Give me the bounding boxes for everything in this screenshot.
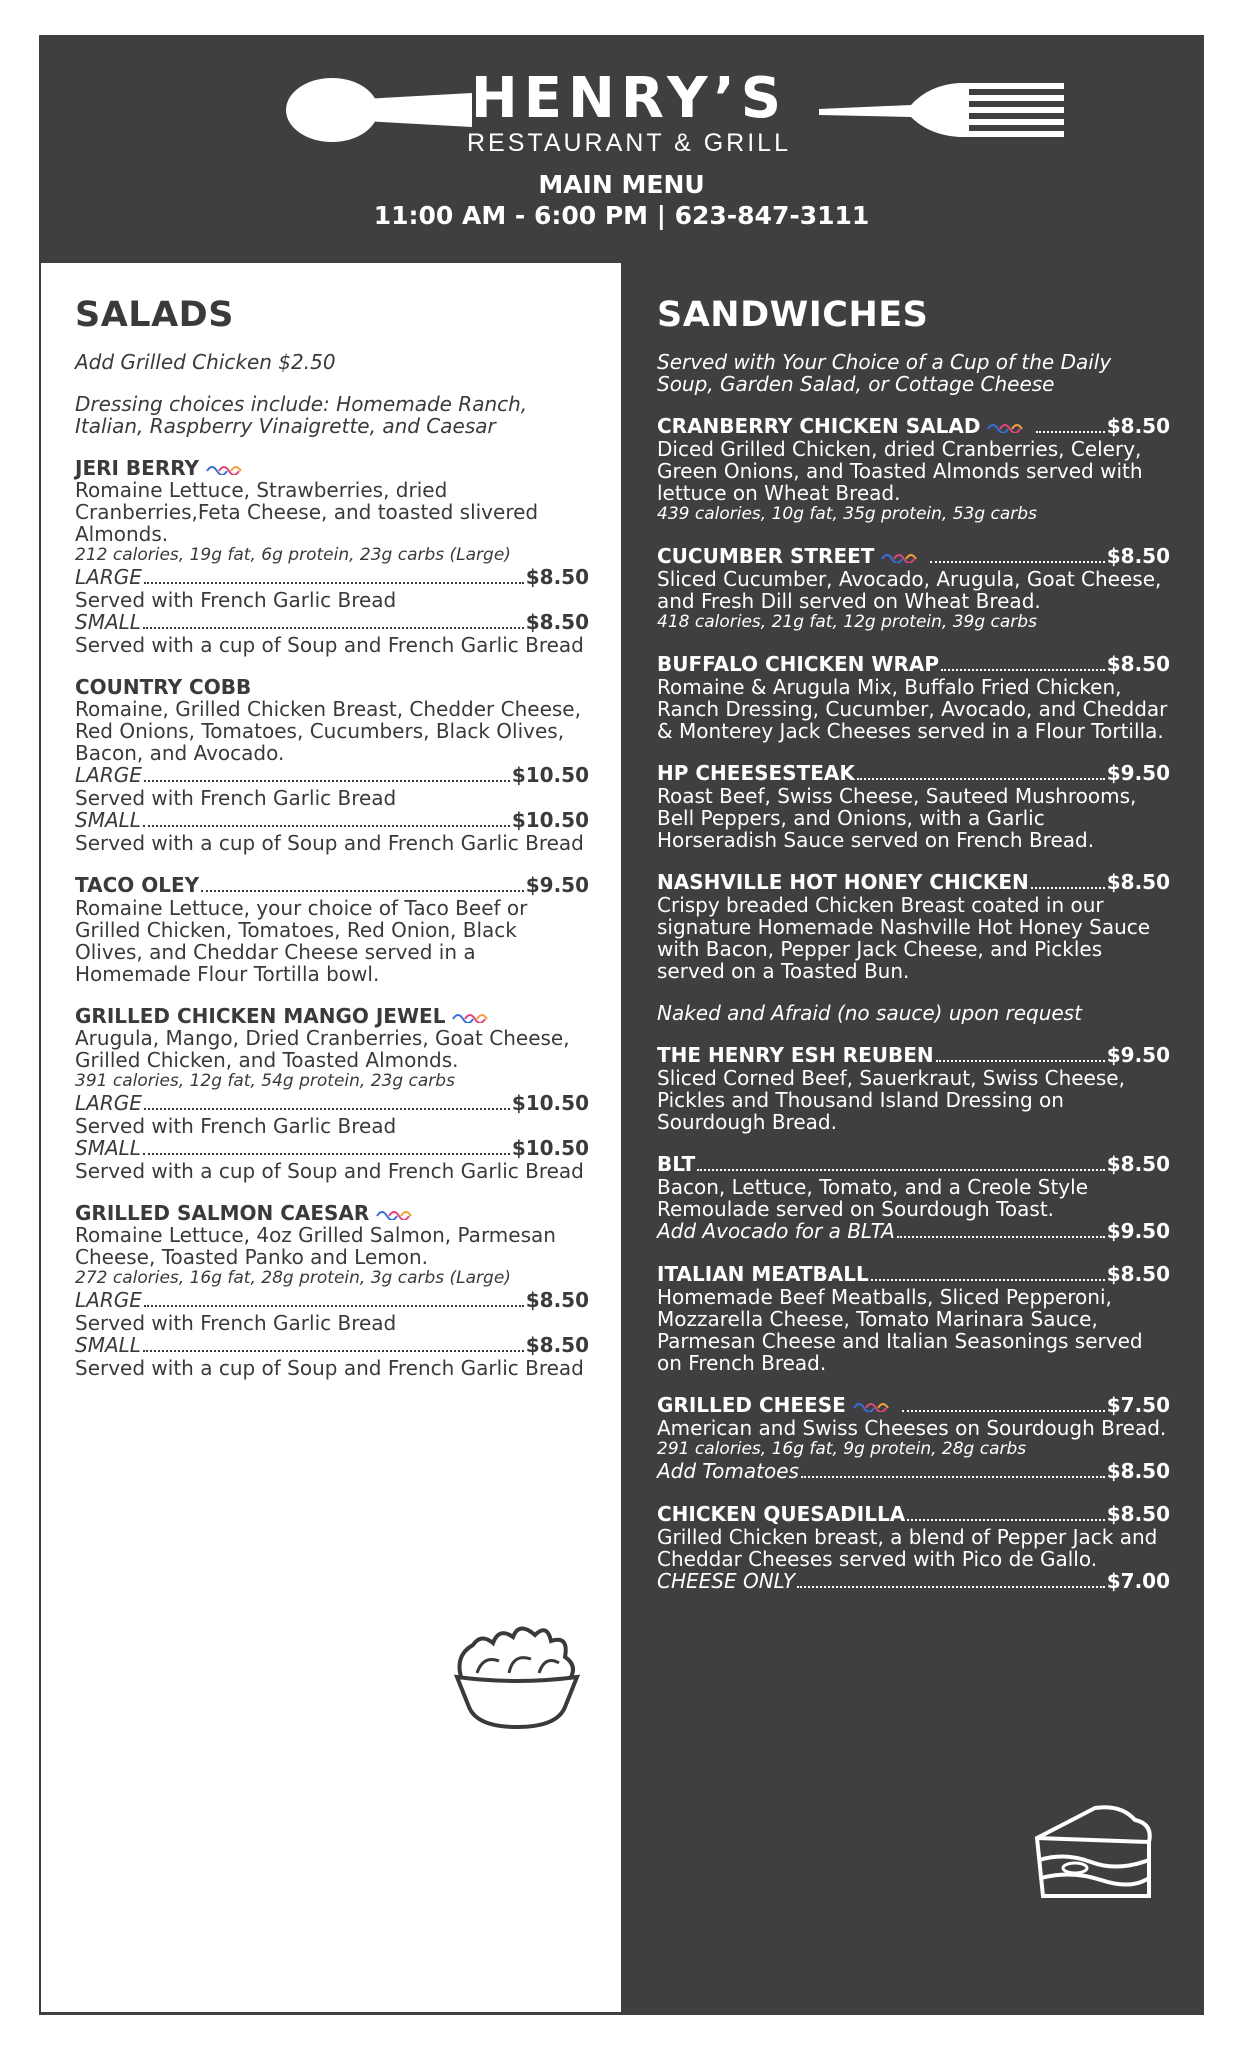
leader-dots — [930, 561, 1104, 563]
size-label: LARGE — [75, 1091, 142, 1115]
item-description: Diced Grilled Chicken, dried Cranberries, Celery, Green Onions, and Toasted Almonds served with lettuce on Wheat Bread. — [657, 437, 1143, 505]
item-description: Homemade Beef Meatballs, Sliced Pepperoni, Mozzarella Cheese, Tomato Marinara Sauce, Parmesan Cheese and Italian Seasonings served on French Bread. — [657, 1285, 1143, 1375]
leader-dots — [907, 1519, 1105, 1521]
item-name-row — [657, 1044, 1170, 1067]
sandwiches-side-note: Served with Your Choice of a Cup of the Daily Soup, Garden Salad, or Cottage Cheese — [657, 350, 1112, 396]
size-row — [75, 1092, 589, 1115]
size-row — [75, 1137, 589, 1160]
item-description: American and Swiss Cheeses on Sourdough Bread. — [657, 1416, 1167, 1440]
leader-dots — [143, 1350, 524, 1352]
menu-frame — [39, 35, 1204, 2015]
item-price: $10.50 — [511, 763, 589, 787]
no-sauce-note: Naked and Afraid (no sauce) upon request — [657, 1001, 1082, 1025]
size-row — [75, 809, 589, 832]
item-description: Arugula, Mango, Dried Cranberries, Goat Cheese, Grilled Chicken, and Toasted Almonds. — [75, 1026, 570, 1072]
item-name-row — [75, 1202, 589, 1224]
healthy-wave-icon — [852, 1398, 894, 1412]
leader-dots — [143, 627, 524, 629]
size-row — [75, 1289, 589, 1312]
item-name: JERI BERRY — [75, 456, 200, 480]
item-name: GRILLED SALMON CAESAR — [75, 1201, 370, 1225]
item-name-row — [657, 871, 1170, 894]
addon-price: $8.50 — [1106, 1459, 1170, 1483]
addon-row — [657, 1220, 1170, 1243]
item-name-row — [657, 415, 1170, 438]
sandwich-icon — [1025, 1798, 1165, 1918]
sandwiches-column — [621, 263, 1204, 2012]
size-label: SMALL — [75, 1136, 141, 1160]
size-row — [75, 566, 589, 589]
item-name: BLT — [657, 1152, 696, 1176]
size-label: SMALL — [75, 610, 141, 634]
size-row — [75, 611, 589, 634]
item-name: BUFFALO CHICKEN WRAP — [657, 652, 939, 676]
item-calories: 212 calories, 19g fat, 6g protein, 23g carbs (Large) — [75, 545, 511, 565]
item-description: Roast Beef, Swiss Cheese, Sauteed Mushrooms, Bell Peppers, and Onions, with a Garlic Horseradish Sauce served on French Bread. — [657, 784, 1137, 852]
item-name: CHICKEN QUESADILLA — [657, 1502, 906, 1526]
item-price: $8.50 — [1106, 1262, 1170, 1286]
size-description: Served with French Garlic Bread — [75, 1114, 397, 1138]
item-name-row — [657, 545, 1170, 568]
item-name: CUCUMBER STREET — [657, 544, 875, 568]
leader-dots — [697, 1169, 1104, 1171]
healthy-wave-icon — [451, 1009, 493, 1023]
item-price: $9.50 — [1106, 1043, 1170, 1067]
item-name-row — [657, 1263, 1170, 1286]
item-price: $8.50 — [1106, 870, 1170, 894]
leader-dots — [941, 669, 1105, 671]
item-name-row — [657, 653, 1170, 676]
brand-name: HENRY’S — [470, 66, 788, 131]
item-description: Sliced Cucumber, Avocado, Arugula, Goat Cheese, and Fresh Dill served on Wheat Bread. — [657, 567, 1162, 613]
item-price: $8.50 — [525, 610, 589, 634]
leader-dots — [143, 825, 510, 827]
addon-label: Add Avocado for a BLTA — [657, 1219, 895, 1243]
item-calories: 418 calories, 21g fat, 12g protein, 39g carbs — [657, 612, 1037, 632]
size-row — [75, 1334, 589, 1357]
item-description: Bacon, Lettuce, Tomato, and a Creole Style Remoulade served on Sourdough Toast. — [657, 1175, 1088, 1221]
addon-row — [657, 1570, 1170, 1593]
salads-chicken-note: Add Grilled Chicken $2.50 — [75, 350, 336, 374]
size-description: Served with French Garlic Bread — [75, 1311, 397, 1335]
item-price: $8.50 — [525, 1288, 589, 1312]
item-price: $9.50 — [525, 873, 589, 897]
size-description: Served with French Garlic Bread — [75, 786, 397, 810]
salads-column — [41, 263, 621, 2012]
salad-item — [75, 1202, 589, 1379]
item-description: Romaine Lettuce, Strawberries, dried Cranberries,Feta Cheese, and toasted slivered Almonds. — [75, 478, 539, 546]
salad-item — [75, 874, 589, 985]
item-name: TACO OLEY — [75, 873, 200, 897]
leader-dots — [902, 1410, 1105, 1412]
addon-label: CHEESE ONLY — [657, 1569, 796, 1593]
item-price: $9.50 — [1106, 761, 1170, 785]
healthy-wave-icon — [205, 461, 247, 475]
item-name: ITALIAN MEATBALL — [657, 1262, 869, 1286]
size-label: LARGE — [75, 565, 142, 589]
item-description: Crispy breaded Chicken Breast coated in our signature Homemade Nashville Hot Honey Sauce with Bacon, Pepper Jack Cheese, and Pickles served on a Toasted Bun. — [657, 893, 1151, 983]
size-description: Served with French Garlic Bread — [75, 588, 397, 612]
size-label: SMALL — [75, 808, 141, 832]
leader-dots — [144, 780, 510, 782]
item-name: THE HENRY ESH REUBEN — [657, 1043, 934, 1067]
salad-item — [75, 676, 589, 854]
item-price: $8.50 — [1106, 544, 1170, 568]
sandwich-item — [657, 1503, 1170, 1593]
item-name: COUNTRY COBB — [75, 675, 252, 699]
item-price: $7.50 — [1106, 1393, 1170, 1417]
item-price: $8.50 — [525, 565, 589, 589]
item-description: Sliced Corned Beef, Sauerkraut, Swiss Cheese, Pickles and Thousand Island Dressing on Sourdough Bread. — [657, 1066, 1125, 1134]
item-price: $8.50 — [1106, 1152, 1170, 1176]
item-calories: 391 calories, 12g fat, 54g protein, 23g carbs — [75, 1071, 455, 1091]
size-label: SMALL — [75, 1333, 141, 1357]
size-description: Served with a cup of Soup and French Garlic Bread — [75, 1159, 584, 1183]
healthy-wave-icon — [880, 549, 922, 563]
sandwich-item — [657, 1263, 1170, 1374]
item-name-row — [657, 1394, 1170, 1417]
item-name-row — [657, 1153, 1170, 1176]
item-name: GRILLED CHEESE — [657, 1393, 846, 1417]
item-price: $10.50 — [511, 808, 589, 832]
leader-dots — [936, 1060, 1105, 1062]
sandwiches-title: SANDWICHES — [657, 295, 929, 335]
size-description: Served with a cup of Soup and French Garlic Bread — [75, 1356, 584, 1380]
sandwich-item — [657, 415, 1170, 525]
brand-subtitle: RESTAURANT & GRILL — [467, 129, 791, 157]
sandwich-item — [657, 653, 1170, 742]
sandwich-item — [657, 545, 1170, 633]
item-name: NASHVILLE HOT HONEY CHICKEN — [657, 870, 1029, 894]
item-calories: 291 calories, 16g fat, 9g protein, 28g carbs — [657, 1439, 1027, 1459]
menu-header — [39, 35, 1204, 263]
addon-row — [657, 1460, 1170, 1483]
sandwich-item — [657, 1394, 1170, 1483]
menu-title: MAIN MENU — [538, 170, 705, 199]
healthy-wave-icon — [375, 1206, 417, 1220]
item-name: HP CHEESESTEAK — [657, 761, 855, 785]
size-label: LARGE — [75, 1288, 142, 1312]
leader-dots — [1036, 431, 1104, 433]
item-price: $10.50 — [511, 1091, 589, 1115]
salad-bowl-icon — [447, 1615, 587, 1735]
item-description: Romaine Lettuce, your choice of Taco Beef or Grilled Chicken, Tomatoes, Red Onion, Black Olives, and Cheddar Cheese served in a Homemade Flour Tortilla bowl. — [75, 896, 528, 986]
leader-dots — [897, 1236, 1105, 1238]
leader-dots — [857, 778, 1105, 780]
item-name-row — [75, 457, 589, 479]
addon-label: Add Tomatoes — [657, 1459, 799, 1483]
fork-icon — [819, 71, 1069, 161]
sandwich-item — [657, 1044, 1170, 1133]
leader-dots — [797, 1586, 1105, 1588]
size-row — [75, 764, 589, 787]
addon-price: $7.00 — [1106, 1569, 1170, 1593]
salads-title: SALADS — [75, 295, 234, 335]
leader-dots — [801, 1476, 1105, 1478]
item-price: $10.50 — [511, 1136, 589, 1160]
item-description: Grilled Chicken breast, a blend of Pepper Jack and Cheddar Cheeses served with Pico de Gallo. — [657, 1525, 1158, 1571]
sandwich-item — [657, 871, 1170, 982]
addon-price: $9.50 — [1106, 1219, 1170, 1243]
item-price: $8.50 — [525, 1333, 589, 1357]
sandwich-item — [657, 762, 1170, 851]
leader-dots — [144, 582, 524, 584]
item-description: Romaine & Arugula Mix, Buffalo Fried Chicken, Ranch Dressing, Cucumber, Avocado, and Cheddar & Monterey Jack Cheeses served in a Flour Tortilla. — [657, 675, 1168, 743]
item-name-row — [657, 1503, 1170, 1526]
leader-dots — [144, 1305, 524, 1307]
leader-dots — [144, 1108, 510, 1110]
brand-block — [419, 66, 839, 157]
hours-phone: 11:00 AM - 6:00 PM | 623-847-3111 — [373, 201, 870, 230]
leader-dots — [1031, 887, 1105, 889]
size-description: Served with a cup of Soup and French Garlic Bread — [75, 633, 584, 657]
item-name-row — [657, 762, 1170, 785]
item-price: $8.50 — [1106, 414, 1170, 438]
item-description: Romaine, Grilled Chicken Breast, Chedder Cheese, Red Onions, Tomatoes, Cucumbers, Black Olives, Bacon, and Avocado. — [75, 697, 581, 765]
size-description: Served with a cup of Soup and French Garlic Bread — [75, 831, 584, 855]
salads-dressing-note: Dressing choices include: Homemade Ranch, Italian, Raspberry Vinaigrette, and Caesar — [75, 392, 528, 438]
salad-item — [75, 1005, 589, 1182]
item-name: CRANBERRY CHICKEN SALAD — [657, 414, 981, 438]
item-description: Romaine Lettuce, 4oz Grilled Salmon, Parmesan Cheese, Toasted Panko and Lemon. — [75, 1223, 556, 1269]
healthy-wave-icon — [986, 419, 1028, 433]
item-name-row — [75, 874, 589, 897]
leader-dots — [871, 1279, 1105, 1281]
item-name-row — [75, 676, 589, 698]
item-calories: 272 calories, 16g fat, 28g protein, 3g carbs (Large) — [75, 1268, 511, 1288]
item-calories: 439 calories, 10g fat, 35g protein, 53g carbs — [657, 504, 1037, 524]
salad-item — [75, 457, 589, 656]
size-label: LARGE — [75, 763, 142, 787]
leader-dots — [201, 890, 524, 892]
item-price: $8.50 — [1106, 1502, 1170, 1526]
item-name-row — [75, 1005, 589, 1027]
sandwich-item — [657, 1153, 1170, 1243]
item-price: $8.50 — [1106, 652, 1170, 676]
item-name: GRILLED CHICKEN MANGO JEWEL — [75, 1004, 446, 1028]
leader-dots — [143, 1153, 510, 1155]
